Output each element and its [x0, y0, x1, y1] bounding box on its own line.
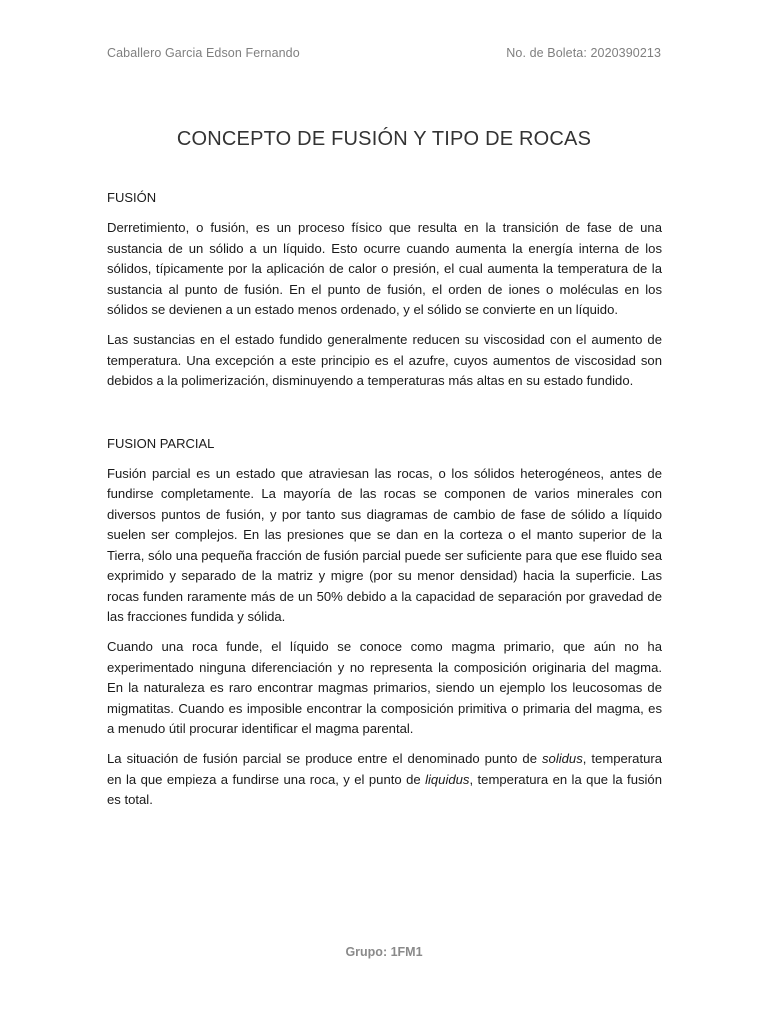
author-name: Caballero Garcia Edson Fernando	[107, 46, 300, 60]
page-header	[107, 46, 661, 60]
document-body	[107, 188, 662, 821]
section-heading-fusion: FUSIÓN	[107, 190, 157, 205]
paragraph-solidus-liquidus	[107, 749, 662, 810]
solidus-term: solidus	[542, 751, 583, 767]
boleta-number: No. de Boleta: 2020390213	[506, 46, 661, 60]
page-footer: Grupo: 1FM1	[345, 945, 423, 959]
section-heading-fusion-parcial: FUSION PARCIAL	[107, 435, 215, 451]
document-title: CONCEPTO DE FUSIÓN Y TIPO DE ROCAS	[176, 128, 592, 150]
paragraph: Fusión parcial es un estado que atraviesan las rocas, o los sólidos heterogéneos, antes de fundirse completamente. La mayoría de las rocas se componen de varios minerales con diversos puntos de fusión, y por tanto sus diagramas de cambio de fase de sólido a líquido suelen ser complejos. En las presiones que se dan en la corteza o el manto superior de la Tierra, sólo una pequeña fracción de fusión parcial puede ser suficiente para que ese fluido sea exprimido y separado de la matriz y migre (por su menor densidad) hacia la superficie. Las rocas funden raramente más de un 50% debido a la capacidad de separación por gravedad de las fracciones fundida y sólida.	[107, 466, 662, 624]
paragraph: Derretimiento, o fusión, es un proceso físico que resulta en la transición de fase de una sustancia de un sólido a un líquido. Esto ocurre cuando aumenta la energía interna de los sólidos, típicamente por la aplicación de calor o presión, el cual aumenta la temperatura de la sustancia al punto de fusión. En el punto de fusión, el orden de iones o moléculas en los sólidos se devienen a un estado menos ordenado, y el sólido se convierte en un líquido.	[107, 220, 662, 318]
text-run: , temperatura en la que la fusión es total.	[107, 771, 662, 808]
paragraph: Las sustancias en el estado fundido generalmente reducen su viscosidad con el aumento de temperatura. Una excepción a este principio es el azufre, cuyos aumentos de viscosidad son debidos a la polimerización, disminuyendo a temperaturas más altas en su estado fundido.	[107, 332, 662, 389]
text-run: , temperatura en la que empieza a fundirse una roca, y el punto de	[107, 751, 663, 787]
paragraph: Cuando una roca funde, el líquido se conoce como magma primario, que aún no ha experimentado ninguna diferenciación y no representa la composición originaria del magma. En la naturaleza es raro encontrar magmas primarios, siendo un ejemplo los leucosomas de migmatitas. Cuando es imposible encontrar la composición primitiva o primaria del magma, es a menudo útil procurar identificar el magma parental.	[107, 639, 662, 736]
liquidus-term: liquidus	[425, 771, 470, 787]
text-run: La situación de fusión parcial se produce entre el denominado punto de	[107, 751, 542, 767]
